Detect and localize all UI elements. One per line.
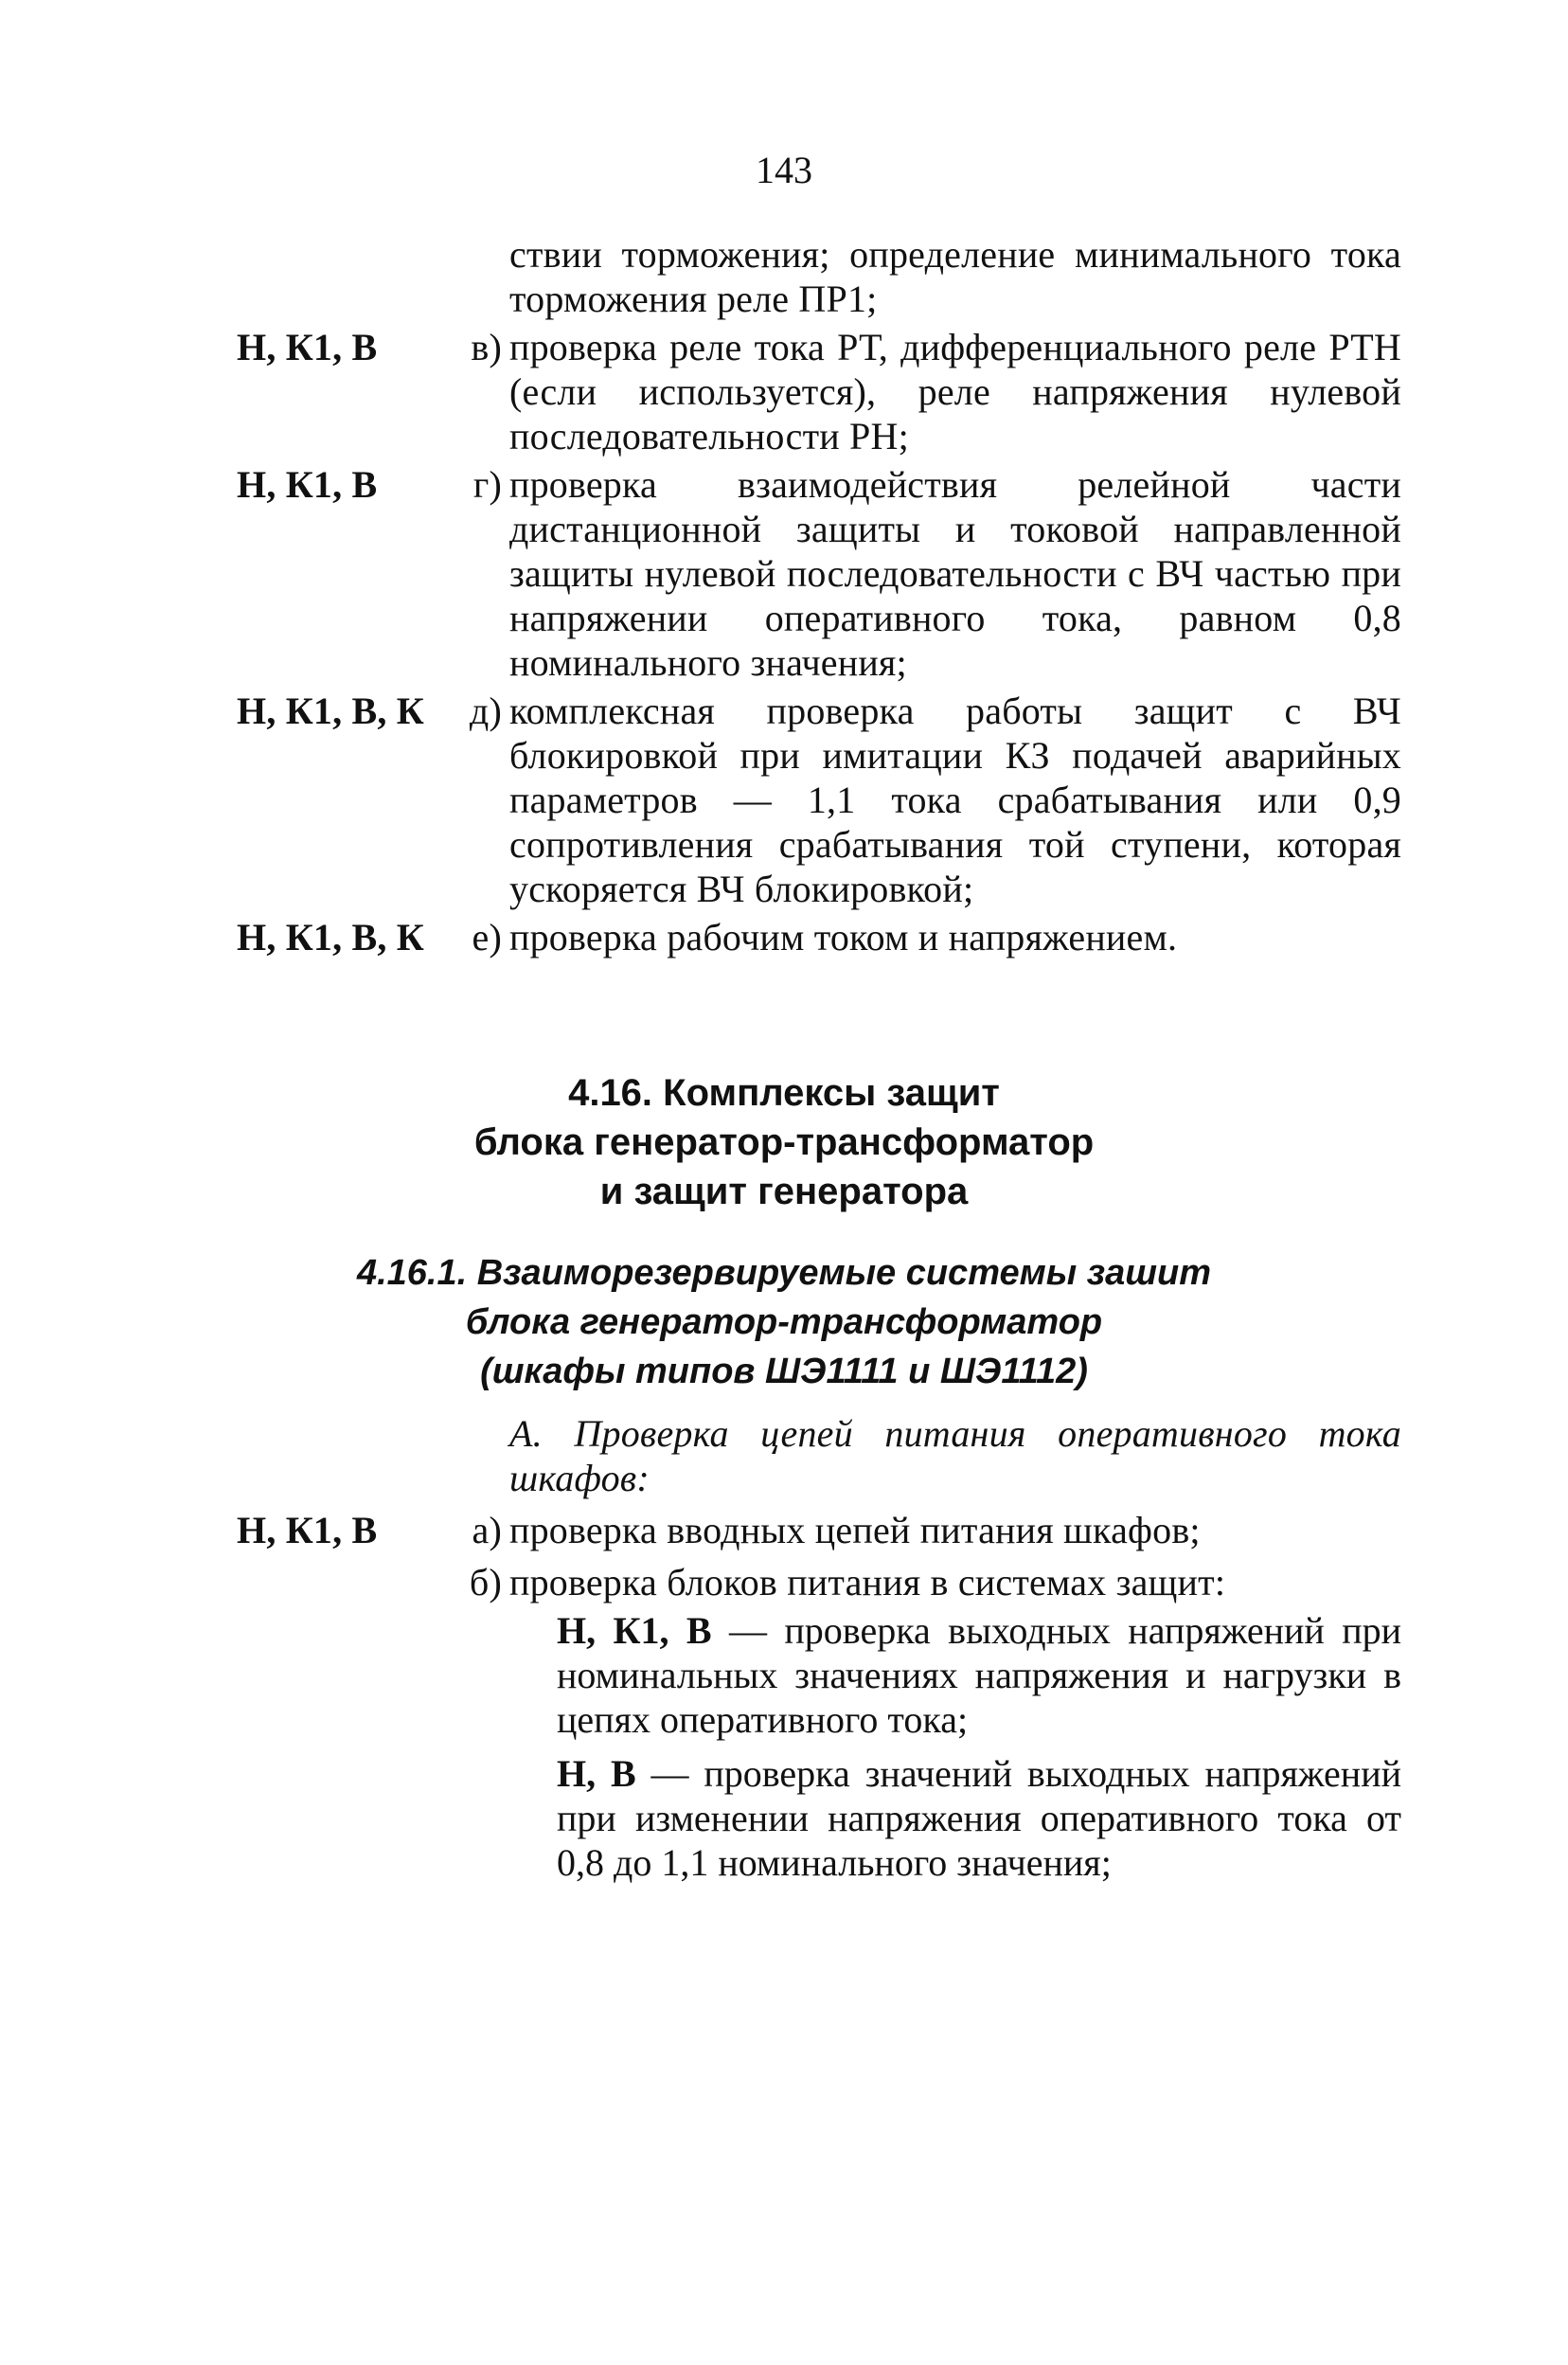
subitem-voltage-values xyxy=(237,1751,1401,1885)
item-marker: в) xyxy=(471,326,502,368)
qualification-code: Н, К1, В xyxy=(237,463,378,506)
item-text: проверка блоков питания в системах защит: xyxy=(509,1561,1226,1604)
top-procedure-block xyxy=(237,232,1401,959)
subitem-text: — проверка значений выходных напряжений при изменении напряжения оперативного тока от 0,8 до 1,1 номинального значения; xyxy=(557,1752,1402,1884)
item-marker: а) xyxy=(472,1509,502,1551)
subsection-heading xyxy=(0,1248,1568,1396)
bottom-procedure-block xyxy=(237,1411,1401,1885)
subsection-heading-line: 4.16.1. Взаиморезервируемые системы зашит xyxy=(356,1253,1212,1293)
item-marker: г) xyxy=(472,463,502,506)
subsection-heading-line: блока генератор-трансформатор xyxy=(465,1302,1103,1342)
section-heading-line: и защит генератора xyxy=(599,1171,969,1212)
item-marker: д) xyxy=(469,690,502,732)
item-text: проверка вводных цепей питания шкафов; xyxy=(509,1509,1201,1551)
section-heading-line: блока генератор-трансформатор xyxy=(473,1121,1095,1163)
group-title: А. Проверка цепей питания оперативного тока шкафов: xyxy=(509,1412,1401,1499)
item-text: проверка реле тока РТ, дифференциального реле РТН (если используется), реле напряжения нулевой последовательности РН; xyxy=(509,326,1401,457)
procedure-item-v xyxy=(237,325,1401,458)
procedure-item-e xyxy=(237,915,1401,959)
procedure-item-d xyxy=(237,689,1401,911)
qualification-code: Н, К1, В xyxy=(237,326,378,368)
item-text: комплексная проверка работы защит с ВЧ блокировкой при имитации КЗ подачей аварийных параметров — 1,1 тока срабатывания или 0,9 сопротивления срабатывания той ступени, которая ускоряется ВЧ блокировкой; xyxy=(509,690,1401,910)
qualification-code: Н, К1, В, К xyxy=(237,690,425,732)
subitem-code: Н, К1, В xyxy=(557,1609,712,1652)
item-text: проверка взаимодействия релейной части дистанционной защиты и токовой направленной защиты нулевой последовательности с ВЧ частью при напряжении оперативного тока, равном 0,8 номинального значения; xyxy=(509,463,1401,684)
subitem-text: — проверка выходных напряжений при номинальных значениях напряжения и нагрузки в цепях оперативного тока; xyxy=(557,1609,1402,1741)
procedure-item-b xyxy=(237,1560,1401,1604)
continuation-text: ствии торможения; определение минимального тока торможения реле ПР1; xyxy=(509,233,1401,320)
qualification-code: Н, К1, В, К xyxy=(237,916,425,959)
page-number: 143 xyxy=(756,149,812,191)
subitem-output-voltages xyxy=(237,1608,1401,1742)
procedure-item-g xyxy=(237,462,1401,685)
item-text: проверка рабочим током и напряжением. xyxy=(509,916,1178,959)
section-heading-line: 4.16. Комплексы защит xyxy=(568,1072,1000,1114)
item-marker: б) xyxy=(469,1561,502,1604)
procedure-item-a xyxy=(237,1508,1401,1552)
section-heading xyxy=(0,1068,1568,1216)
qualification-code: Н, К1, В xyxy=(237,1509,378,1551)
subitem-code: Н, В xyxy=(557,1752,636,1795)
item-marker: е) xyxy=(472,916,502,959)
subsection-heading-line: (шкафы типов ШЭ1111 и ШЭ1112) xyxy=(480,1352,1088,1391)
